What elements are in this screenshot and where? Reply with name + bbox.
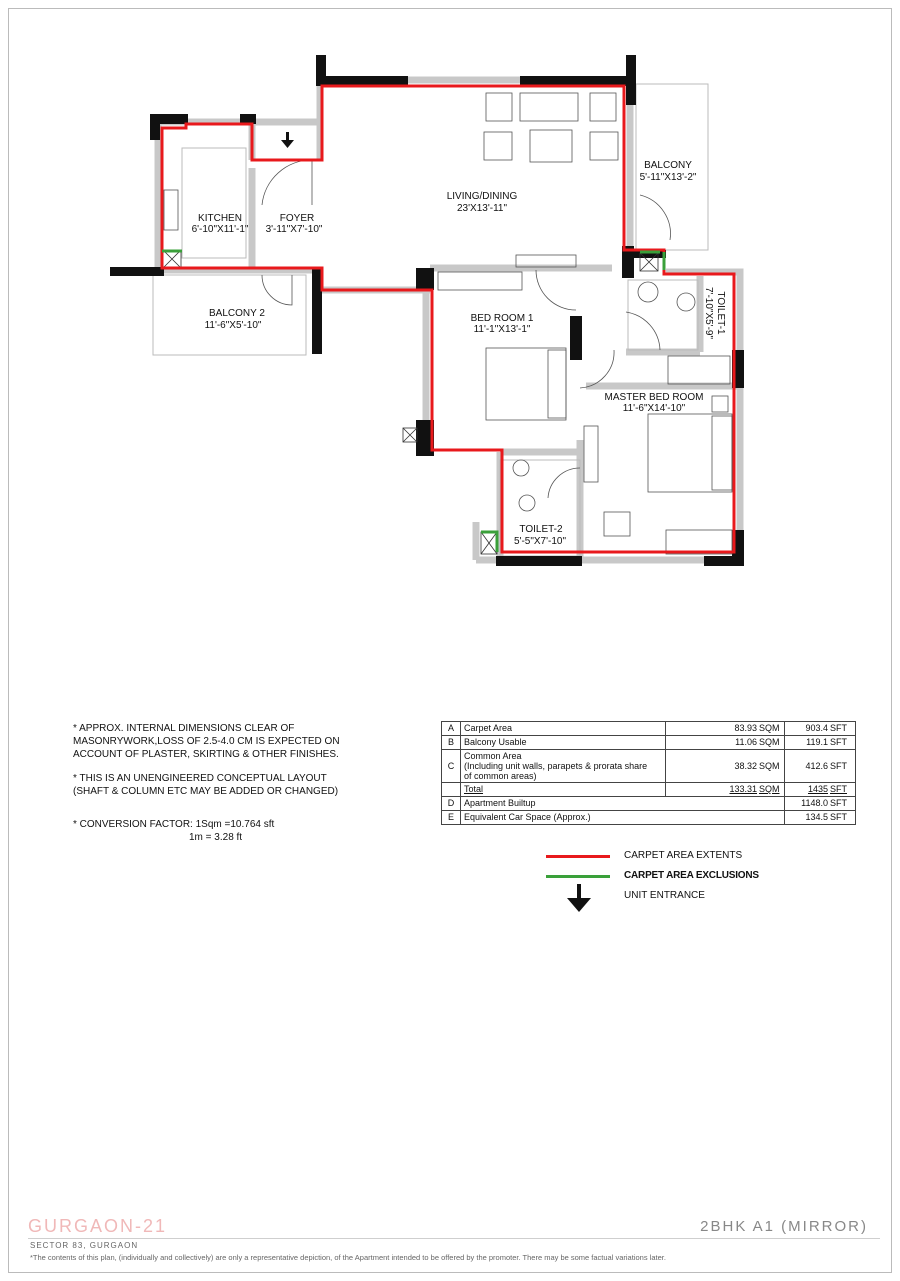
row-sft: 119.1 [785, 736, 830, 750]
row-label [461, 750, 666, 783]
table-row [442, 783, 856, 797]
note-dimensions: * APPROX. INTERNAL DIMENSIONS CLEAR OF MASONRYWORK,LOSS OF 2.5-4.0 CM IS EXPECTED ON ACCOUNT OF PLASTER, SKIRTING & OTHER FINISHES. [73, 723, 340, 760]
row-sqm-unit: SQM [758, 750, 785, 783]
toilet2-size: 5'-5"X7'-10" [513, 536, 567, 547]
row-sqm-unit: SQM [758, 783, 785, 797]
row-sft: 903.4 [785, 722, 830, 736]
balcony2-size: 11'-6"X5'-10" [204, 320, 262, 331]
master-size: 11'-6"X14'-10" [622, 403, 686, 414]
living-name: LIVING/DINING [446, 191, 518, 202]
row-label: Balcony Usable [461, 736, 666, 750]
row-sqm: 133.31 [666, 783, 759, 797]
row-code [442, 783, 461, 797]
row-code: C [442, 750, 461, 783]
legend-label: CARPET AREA EXTENTS [624, 850, 743, 861]
kitchen-name: KITCHEN [198, 213, 242, 224]
disclaimer: *The contents of this plan, (individually and collectively) are only a representative depiction, of the Apartment intended to be offered by the promoter. There may be some factual variations later. [30, 1253, 666, 1262]
balcony2-name: BALCONY 2 [209, 308, 265, 319]
note-conversion: * CONVERSION FACTOR: 1Sqm =10.764 sft [73, 819, 275, 830]
foyer-size: 3'-11"X7'-10" [265, 224, 323, 235]
row-sft-unit: SFT [829, 722, 856, 736]
table-row [442, 722, 856, 736]
row-code: E [442, 811, 461, 825]
master-name: MASTER BED ROOM [604, 392, 704, 403]
table-row [442, 750, 856, 783]
kitchen-size: 6'-10"X11'-1" [191, 224, 249, 235]
row-label-line: of common areas) [464, 771, 537, 781]
row-sft: 134.5 [785, 811, 830, 825]
row-sft: 412.6 [785, 750, 830, 783]
area-table [441, 721, 856, 825]
balcony-size: 5'-11"X13'-2" [639, 172, 697, 183]
entrance-arrow-icon [281, 132, 294, 148]
legend-label: UNIT ENTRANCE [624, 890, 705, 901]
note-layout: * THIS IS AN UNENGINEERED CONCEPTUAL LAYOUT (SHAFT & COLUMN ETC MAY BE ADDED OR CHANGED) [73, 773, 339, 797]
toilet1-name: TOILET-1 [715, 291, 726, 335]
legend-red-line [546, 855, 610, 858]
brand-logo-text: GURGAON-21 [28, 1216, 168, 1236]
row-sqm: 38.32 [666, 750, 759, 783]
row-sft: 1148.0 [785, 797, 830, 811]
legend-green-line [546, 875, 610, 878]
table-row [442, 736, 856, 750]
row-sft-unit: SFT [829, 783, 856, 797]
row-label: Apartment Builtup [461, 797, 785, 811]
row-label: Carpet Area [461, 722, 666, 736]
row-sft-unit: SFT [829, 750, 856, 783]
table-row [442, 811, 856, 825]
sector-text: SECTOR 83, GURGAON [30, 1241, 139, 1250]
row-label-line: Common Area [464, 751, 522, 761]
row-sqm: 83.93 [666, 722, 759, 736]
row-sft-unit: SFT [829, 736, 856, 750]
row-code: D [442, 797, 461, 811]
row-code: A [442, 722, 461, 736]
shafts [163, 250, 658, 554]
footer-divider [28, 1238, 880, 1239]
down-arrow-icon [566, 884, 592, 914]
toilet2-name: TOILET-2 [519, 524, 563, 535]
bedroom1-size: 11'-1"X13'-1" [473, 324, 531, 335]
row-sft-unit: SFT [829, 811, 856, 825]
row-code: B [442, 736, 461, 750]
row-label: Equivalent Car Space (Approx.) [461, 811, 785, 825]
unit-type: 2BHK A1 (MIRROR) [700, 1218, 868, 1235]
table-row [442, 797, 856, 811]
carpet-area-exclusion-lines [162, 251, 664, 552]
row-sft-unit: SFT [829, 797, 856, 811]
balcony-name: BALCONY [644, 160, 692, 171]
foyer-name: FOYER [279, 213, 315, 224]
row-sft: 1435 [785, 783, 830, 797]
toilet1-size: 7'-10"X5'-9" [703, 286, 714, 340]
row-sqm-unit: SQM [758, 722, 785, 736]
legend-label: CARPET AREA EXCLUSIONS [624, 870, 759, 881]
row-label: Total [461, 783, 666, 797]
row-sqm-unit: SQM [758, 736, 785, 750]
row-sqm: 11.06 [666, 736, 759, 750]
plan-notes [73, 722, 373, 855]
bedroom1-name: BED ROOM 1 [470, 313, 534, 324]
row-label-line: (Including unit walls, parapets & prorata share [464, 761, 648, 771]
living-size: 23'X13'-11" [457, 203, 507, 214]
note-conversion-meter: 1m = 3.28 ft [189, 832, 243, 843]
